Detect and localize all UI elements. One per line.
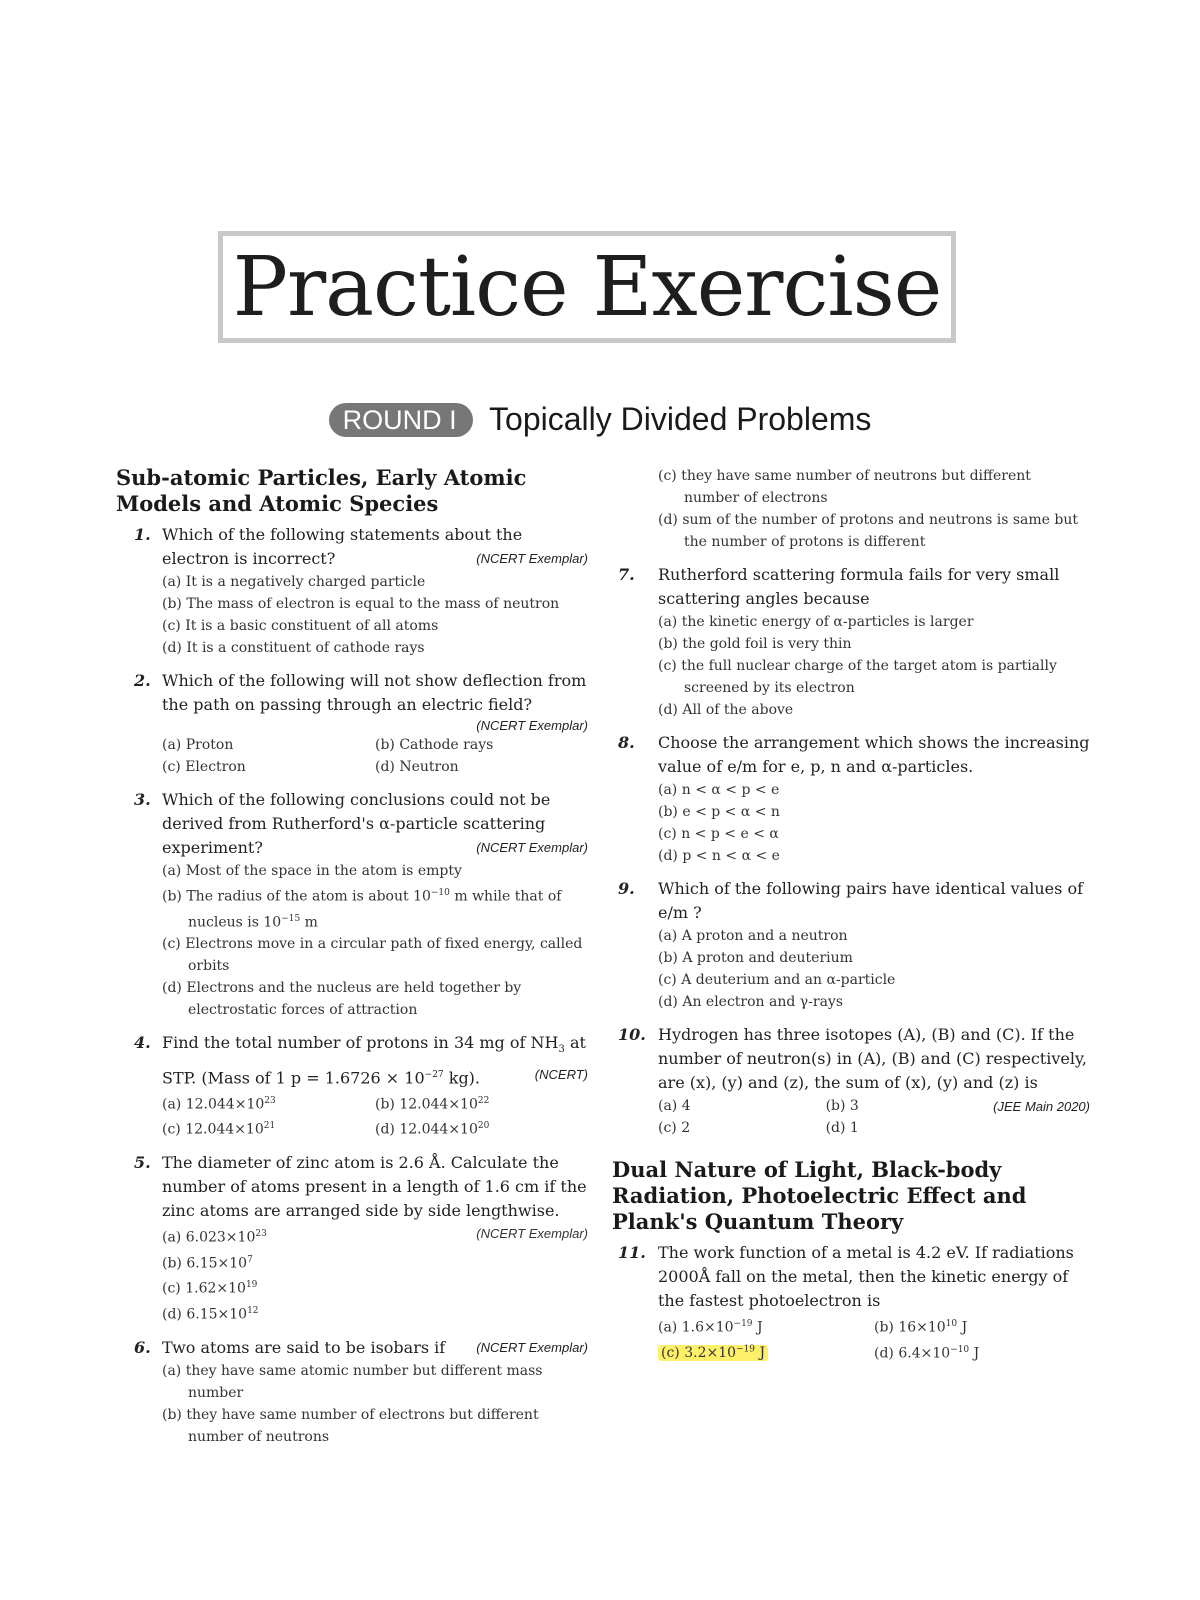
question-number: 1. [134, 525, 151, 544]
option-highlighted: (c) $3.2\times 10^{-19}$ J [658, 1339, 874, 1365]
option: (a) the kinetic energy of α-particles is larger [658, 614, 974, 630]
question-number: 10. [618, 1025, 646, 1044]
option: (a) n < α < p < e [658, 782, 780, 798]
question-text: Which of the following statements about the electron is incorrect? (NCERT Exemplar) [162, 523, 588, 571]
option: (d) $6.15\times 10^{12}$ [162, 1306, 259, 1323]
question-text: Which of the following conclusions could not be derived from Rutherford's α-particle scattering experiment? (NCERT Exemplar) [162, 788, 588, 860]
question-number: 11. [618, 1243, 646, 1262]
question-6-continued [612, 465, 1090, 553]
section-title: Dual Nature of Light, Black-body Radiation, Photoelectric Effect and Plank's Quantum Theory [612, 1157, 1027, 1234]
question-number: 5. [134, 1153, 151, 1173]
option: (d) Electrons and the nucleus are held together by electrostatic forces of attraction [162, 980, 522, 1019]
question-text: Find the total number of protons in 34 mg of $NH_3$ at STP. (Mass of 1 $p = 1.6726 \times 10^{-27}$ kg). (NCERT) [162, 1033, 588, 1087]
option: (d) p < n < α < e [658, 848, 780, 864]
option: (c) A deuterium and an α-particle [658, 972, 896, 988]
option-row [658, 1117, 993, 1139]
source-tag: (NCERT Exemplar) [476, 1339, 588, 1355]
question-number: 7. [618, 565, 635, 584]
question-4 [116, 1031, 588, 1141]
round-badge: ROUND I [329, 403, 473, 437]
option: (a) $1.6\times 10^{-19}$ J [658, 1319, 763, 1336]
question-text: Hydrogen has three isotopes (A), (B) and (C). If the number of neutron(s) in (A), (B) and (C) respectively, are (x), (y) and (z), the sum of (x), (y) and (z) is (JEE Main 2020) [658, 1023, 1090, 1095]
option: (c) 2 [658, 1120, 691, 1136]
option: (b) 3 [825, 1098, 859, 1114]
question-11 [612, 1241, 1090, 1364]
option-row [658, 1339, 1090, 1365]
option: (c) $12.044\times 10^{21}$ [162, 1121, 276, 1139]
source-tag: (NCERT) [534, 1066, 588, 1082]
option: (a) It is a negatively charged particle [162, 574, 426, 590]
question-number: 6. [134, 1337, 151, 1357]
question-3 [116, 788, 588, 1021]
option: (a) $6.023\times 10^{23}$ (NCERT Exemplar) [162, 1223, 588, 1249]
question-number: 8. [618, 733, 635, 752]
option-row [658, 1313, 1090, 1339]
source-tag: (NCERT Exemplar) [476, 551, 588, 566]
question-text: Which of the following will not show deflection from the path on passing through an electric field? [162, 671, 587, 714]
option: (a) 4 [658, 1098, 691, 1114]
option: (b) The mass of electron is equal to the mass of neutron [162, 596, 560, 612]
option: (d) It is a constituent of cathode rays [162, 640, 425, 656]
question-number: 2. [134, 671, 151, 690]
option: (c) $1.62\times 10^{19}$ [162, 1280, 258, 1298]
option: (d) 1 [825, 1120, 859, 1136]
question-text: Rutherford scattering formula fails for very small scattering angles because [658, 565, 1060, 608]
option: (d) Neutron [375, 759, 459, 775]
question-7 [612, 563, 1090, 721]
option: (b) $6.15\times 10^7$ [162, 1254, 253, 1272]
option: (c) the full nuclear charge of the target atom is partially screened by its electron [658, 658, 1057, 696]
question-10 [612, 1023, 1090, 1139]
option: (a) $12.044\times 10^{23}$ [162, 1095, 276, 1113]
question-number: 4. [134, 1033, 151, 1053]
page-title: Practice Exercise [232, 239, 942, 335]
option: (d) $12.044\times 10^{20}$ [375, 1121, 490, 1139]
question-5 [116, 1151, 588, 1326]
question-2 [116, 669, 588, 778]
option-row [162, 1090, 588, 1116]
option: (b) $12.044\times 10^{22}$ [375, 1095, 490, 1113]
question-9 [612, 877, 1090, 1013]
left-column [116, 465, 588, 1458]
option: (b) the gold foil is very thin [658, 636, 852, 652]
source-tag: (NCERT Exemplar) [476, 1226, 588, 1242]
source-tag: (NCERT Exemplar) [476, 718, 588, 733]
option-row [658, 1095, 993, 1117]
option: (b) they have same number of electrons but different number of neutrons [162, 1406, 539, 1445]
option-row [162, 1115, 588, 1141]
option: (c) they have same number of neutrons but different number of electrons [658, 468, 1031, 506]
section-title: Sub-atomic Particles, Early Atomic Models and Atomic Species [116, 465, 527, 516]
option-row [162, 734, 588, 756]
option: (b) Cathode rays [375, 737, 494, 753]
round-header [0, 401, 1200, 438]
round-title: Topically Divided Problems [489, 401, 872, 437]
option: (d) All of the above [658, 702, 794, 718]
question-text: The work function of a metal is 4.2 eV. If radiations 2000Å fall on the metal, then the kinetic energy of the fastest photoelectron is [658, 1243, 1074, 1310]
option: (b) A proton and deuterium [658, 950, 853, 966]
option: (b) e < p < α < n [658, 804, 780, 820]
option: (b) $16\times 10^{10}$ J [874, 1319, 968, 1336]
source-tag: (NCERT Exemplar) [476, 840, 588, 855]
option: (a) Proton [162, 737, 234, 753]
option: (d) $6.4\times 10^{-10}$ J [874, 1344, 980, 1362]
question-text: The diameter of zinc atom is 2.6 Å. Calculate the number of atoms present in a length of 1.6 cm if the zinc atoms are arranged side by side lengthwise. [162, 1153, 587, 1221]
option-row [162, 756, 588, 778]
option: (c) It is a basic constituent of all atoms [162, 618, 439, 634]
question-text: Which of the following pairs have identical values of e/m ? [658, 879, 1083, 922]
option: (d) An electron and γ-rays [658, 994, 844, 1010]
question-number: 9. [618, 879, 635, 898]
option: (d) sum of the number of protons and neutrons is same but the number of protons is different [658, 512, 1078, 550]
option: (c) Electron [162, 759, 246, 775]
source-tag: (JEE Main 2020) [993, 1099, 1090, 1114]
title-box [218, 231, 956, 343]
question-text: Choose the arrangement which shows the increasing value of e/m for e, p, n and α-particles. [658, 733, 1090, 776]
question-1 [116, 523, 588, 659]
option: (a) they have same atomic number but different mass number [162, 1362, 543, 1401]
question-8 [612, 731, 1090, 867]
question-text: Two atoms are said to be isobars if (NCERT Exemplar) [162, 1336, 588, 1360]
question-number: 3. [134, 790, 151, 809]
option: (c) n < p < e < α [658, 826, 779, 842]
option: (c) Electrons move in a circular path of fixed energy, called orbits [162, 936, 583, 975]
right-column [612, 465, 1090, 1374]
question-6 [116, 1336, 588, 1448]
option: (a) A proton and a neutron [658, 928, 848, 944]
option: (a) Most of the space in the atom is empty [162, 863, 462, 879]
option: (b) The radius of the atom is about $10^{-10}$ m while that of nucleus is $10^{-15}$ m [162, 888, 562, 931]
